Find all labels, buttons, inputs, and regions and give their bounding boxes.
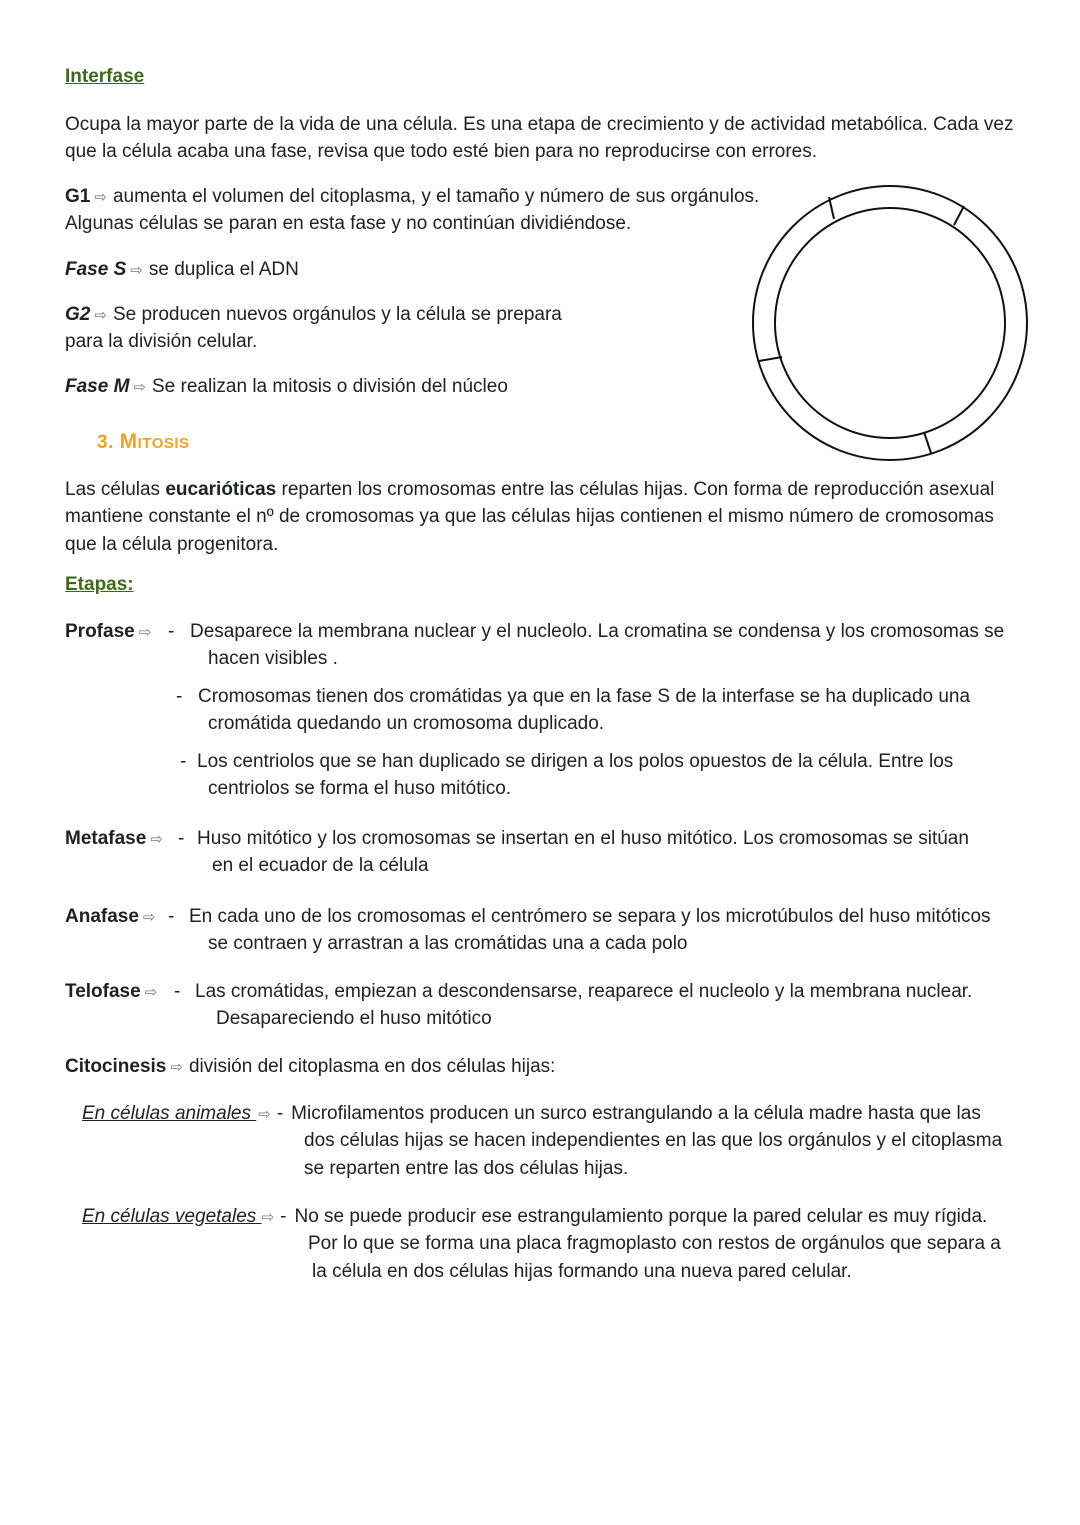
vegetal-entry bbox=[82, 1203, 987, 1232]
metafase-line1 bbox=[178, 825, 969, 853]
interfase-heading: Interfase bbox=[65, 66, 145, 87]
arrow-icon: ⇨ bbox=[261, 1209, 275, 1226]
arrow-icon: ⇨ bbox=[144, 984, 158, 1001]
profase-label: Profase bbox=[65, 621, 135, 642]
bullet-dash: - bbox=[280, 1206, 287, 1227]
arrow-icon: ⇨ bbox=[138, 624, 152, 641]
bullet-dash: - bbox=[168, 621, 175, 642]
arrow-icon: ⇨ bbox=[258, 1106, 271, 1123]
mitosis-heading bbox=[97, 430, 190, 454]
segment-divider bbox=[759, 357, 782, 361]
mitosis-intro-line1 bbox=[65, 476, 994, 504]
animal-line3: se reparten entre las dos células hijas. bbox=[304, 1158, 629, 1179]
segment-divider bbox=[924, 432, 931, 453]
mitosis-intro-post: reparten los cromosomas entre las células hijas. Con forma de reproducción asexual bbox=[276, 479, 995, 500]
vegetal-label: En células vegetales bbox=[82, 1206, 262, 1227]
profase-item1-line2: hacen visibles . bbox=[208, 648, 338, 669]
profase-item2-text: Cromosomas tienen dos cromátidas ya que en la fase S de la interfase se ha duplicado una bbox=[198, 686, 971, 707]
segment-divider bbox=[829, 197, 834, 219]
animal-label: En células animales bbox=[82, 1103, 257, 1124]
profase-item3-line1 bbox=[180, 748, 953, 776]
telofase-line1 bbox=[174, 978, 972, 1006]
telofase-line2: Desapareciendo el huso mitótico bbox=[216, 1008, 492, 1029]
arrow-icon: ⇨ bbox=[170, 1059, 183, 1076]
animal-entry bbox=[82, 1100, 981, 1129]
mitosis-intro-line2: mantiene constante el nº de cromosomas ya que las células hijas contienen el mismo número de cromosomas bbox=[65, 506, 994, 527]
bullet-dash: - bbox=[176, 686, 183, 707]
g1-text-line2: Algunas células se paran en esta fase y no continúan dividiéndose. bbox=[65, 213, 632, 234]
arrow-icon: ⇨ bbox=[94, 307, 107, 324]
g1-text-line1: aumenta el volumen del citoplasma, y el tamaño y número de sus orgánulos. bbox=[112, 186, 760, 207]
anafase-line2: se contraen y arrastran a las cromátidas una a cada polo bbox=[208, 933, 688, 954]
fase-s-label: Fase S bbox=[65, 259, 127, 280]
anafase-line1 bbox=[168, 903, 991, 931]
g2-text-line1: Se producen nuevos orgánulos y la célula se prepara bbox=[112, 304, 562, 325]
anafase-text: En cada uno de los cromosomas el centrómero se separa y los microtúbulos del huso mitóticos bbox=[189, 906, 991, 927]
animal-line2: dos células hijas se hacen independientes en las que los orgánulos y el citoplasma bbox=[304, 1130, 1003, 1151]
etapas-heading: Etapas: bbox=[65, 574, 134, 595]
arrow-icon: ⇨ bbox=[150, 831, 163, 848]
cell-cycle-diagram bbox=[750, 183, 1030, 463]
metafase-line2: en el ecuador de la célula bbox=[212, 855, 429, 876]
mitosis-intro-pre: Las células bbox=[65, 479, 166, 500]
segment-divider bbox=[954, 206, 964, 225]
metafase-entry bbox=[65, 825, 169, 854]
g2-text-line2: para la división celular. bbox=[65, 331, 258, 352]
bullet-dash: - bbox=[276, 1103, 284, 1124]
mitosis-intro-bold: eucarióticas bbox=[165, 479, 277, 500]
arrow-icon: ⇨ bbox=[133, 379, 146, 396]
profase-item2-line2: cromátida quedando un cromosoma duplicado. bbox=[208, 713, 605, 734]
inner-ring bbox=[775, 208, 1005, 438]
metafase-text: Huso mitótico y los cromosomas se insertan en el huso mitótico. Los cromosomas se sitúan bbox=[197, 828, 969, 849]
interfase-intro-line1: Ocupa la mayor parte de la vida de una célula. Es una etapa de crecimiento y de actividad metabólica. Cada vez bbox=[65, 114, 1014, 135]
telofase-entry bbox=[65, 978, 163, 1007]
bullet-dash: - bbox=[174, 981, 181, 1002]
fase-m-label: Fase M bbox=[65, 376, 130, 397]
g1-entry bbox=[65, 183, 759, 212]
profase-item3-line2: centriolos se forma el huso mitótico. bbox=[208, 778, 512, 799]
g1-label: G1 bbox=[65, 186, 91, 207]
g2-entry bbox=[65, 301, 562, 330]
telofase-text: Las cromátidas, empiezan a descondensarse, reaparece el nucleolo y la membrana nuclear. bbox=[195, 981, 973, 1002]
mitosis-intro-line3: que la célula progenitora. bbox=[65, 534, 279, 555]
outer-ring bbox=[753, 186, 1027, 460]
metafase-label: Metafase bbox=[65, 828, 147, 849]
arrow-icon: ⇨ bbox=[130, 262, 143, 279]
fase-m-text: Se realizan la mitosis o división del núcleo bbox=[152, 376, 508, 397]
profase-item1-line1 bbox=[168, 618, 1004, 646]
animal-text-line1: Microfilamentos producen un surco estrangulando a la célula madre hasta que las bbox=[291, 1103, 981, 1124]
profase-item3-text: Los centriolos que se han duplicado se dirigen a los polos opuestos de la célula. Entre los bbox=[197, 751, 954, 772]
telofase-label: Telofase bbox=[65, 981, 141, 1002]
vegetal-text-line1: No se puede producir ese estrangulamiento porque la pared celular es muy rígida. bbox=[294, 1206, 988, 1227]
fase-m-entry bbox=[65, 373, 508, 402]
profase-entry bbox=[65, 618, 157, 647]
g2-label: G2 bbox=[65, 304, 91, 325]
vegetal-line2: Por lo que se forma una placa fragmoplasto con restos de orgánulos que separa a bbox=[308, 1233, 1001, 1254]
profase-item2-line1 bbox=[176, 683, 970, 711]
bullet-dash: - bbox=[168, 906, 175, 927]
fase-s-entry bbox=[65, 256, 299, 285]
citocinesis-entry bbox=[65, 1053, 555, 1082]
mitosis-heading-number: 3. bbox=[97, 432, 114, 453]
citocinesis-text: división del citoplasma en dos células hijas: bbox=[188, 1056, 556, 1077]
arrow-icon: ⇨ bbox=[142, 909, 156, 926]
bullet-dash: - bbox=[178, 828, 185, 849]
vegetal-line3: la célula en dos células hijas formando una nueva pared celular. bbox=[312, 1261, 852, 1282]
anafase-entry bbox=[65, 903, 162, 932]
mitosis-heading-title: Mitosis bbox=[119, 430, 190, 453]
interfase-intro-line2: que la célula acaba una fase, revisa que todo esté bien para no reproducirse con errores. bbox=[65, 141, 818, 162]
citocinesis-label: Citocinesis bbox=[65, 1056, 167, 1077]
anafase-label: Anafase bbox=[65, 906, 139, 927]
profase-item1-text: Desaparece la membrana nuclear y el nucleolo. La cromatina se condensa y los cromosomas se bbox=[190, 621, 1005, 642]
bullet-dash: - bbox=[180, 751, 187, 772]
arrow-icon: ⇨ bbox=[94, 189, 107, 206]
fase-s-text: se duplica el ADN bbox=[148, 259, 299, 280]
